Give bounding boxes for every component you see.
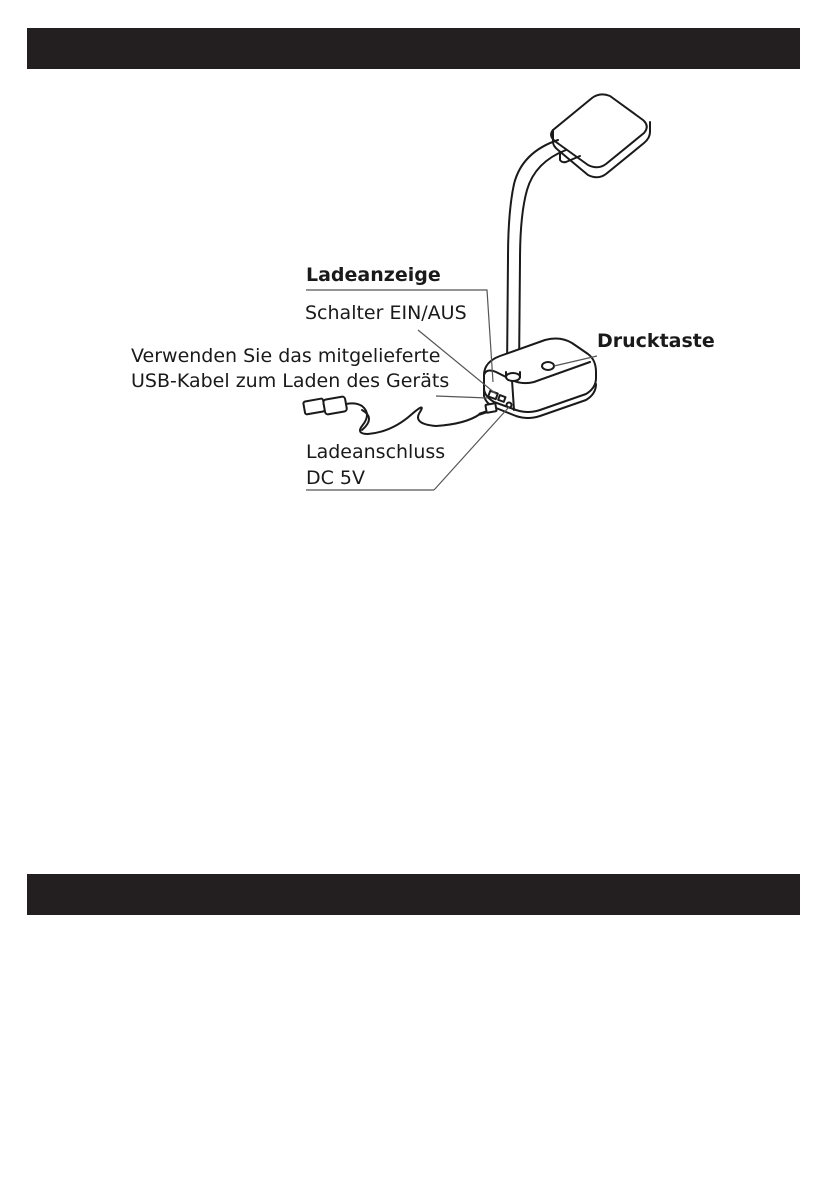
lamp-head <box>551 94 650 177</box>
label-ladeanzeige: Ladeanzeige <box>306 264 441 286</box>
label-usb-line1: Verwenden Sie das mitgelieferte <box>131 345 441 367</box>
label-usb-line2: USB-Kabel zum Laden des Geräts <box>131 370 450 392</box>
section-header-bar-bottom <box>27 874 800 915</box>
label-dc: DC 5V <box>306 467 366 489</box>
label-schalter: Schalter EIN/AUS <box>305 302 467 324</box>
label-drucktaste: Drucktaste <box>597 330 715 352</box>
lamp-base <box>484 339 596 418</box>
usb-cable <box>303 396 497 434</box>
lamp-gooseneck <box>507 140 566 372</box>
label-ladeanschluss: Ladeanschluss <box>306 441 446 463</box>
leader-usb <box>436 396 488 398</box>
